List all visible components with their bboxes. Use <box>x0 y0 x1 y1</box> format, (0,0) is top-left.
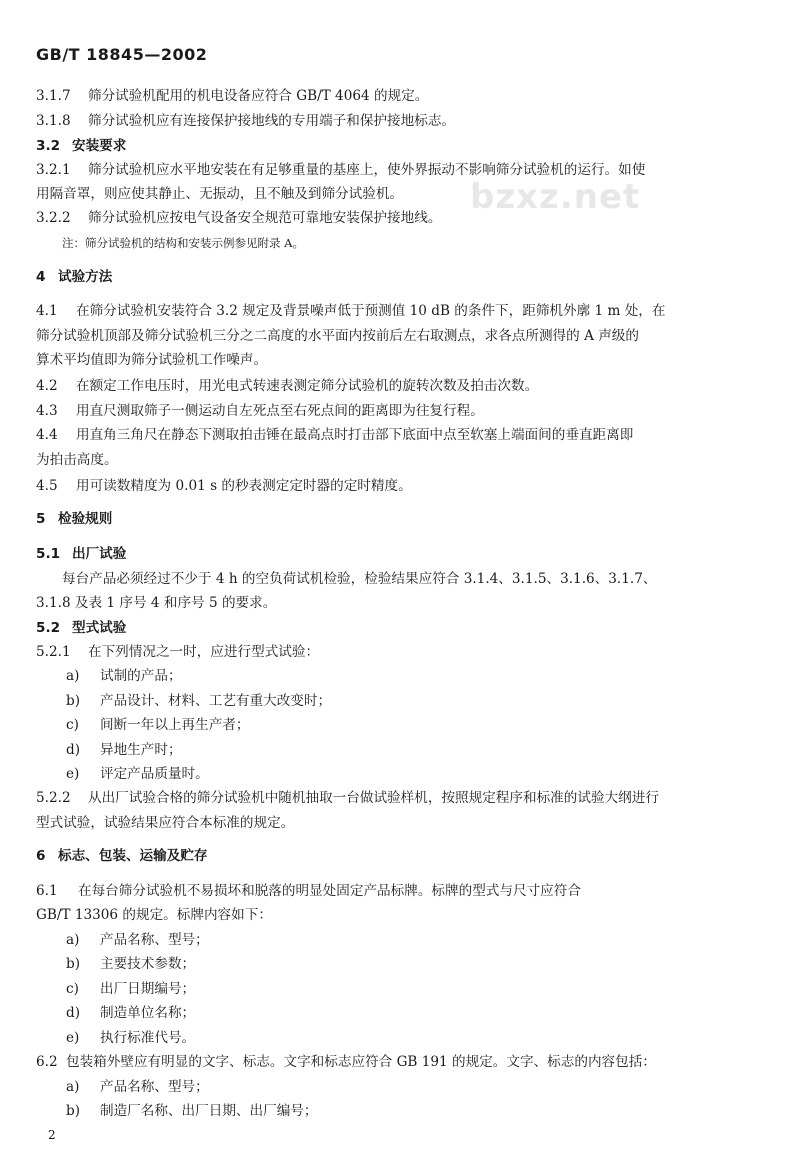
watermark: bzxz.net <box>470 177 641 217</box>
clause-6-1-cont: GB/T 13306 的规定。标牌内容如下： <box>36 907 272 923</box>
list-item-6-1-b: b) 主要技术参数； <box>66 956 196 972</box>
list-item-6-1-e: e) 执行标准代号。 <box>66 1030 196 1046</box>
clause-5-1-body: 每台产品必须经过不少于 4 h 的空负荷试机检验，检验结果应符合 3.1.4、3.1.5、3.1.6、3.1.7、 <box>62 571 657 587</box>
list-item-6-2-b: b) 制造厂名称、出厂日期、出厂编号； <box>66 1103 318 1119</box>
section-5-2-heading: 5.2 型式试验 <box>36 620 127 636</box>
list-item-5-2-1-a: a) 试制的产品； <box>66 668 182 684</box>
clause-5-2-2: 5.2.2 从出厂试验合格的筛分试验机中随机抽取一台做试验样机，按照规定程序和标准的试验大纲进行 <box>36 790 659 806</box>
clause-6-2: 6.2 包装箱外壁应有明显的文字、标志。文字和标志应符合 GB 191 的规定。文字、标志的内容包括： <box>36 1054 656 1070</box>
list-item-6-1-d: d) 制造单位名称； <box>66 1005 196 1021</box>
clause-4-4: 4.4 用直角三角尺在静态下测取拍击锤在最高点时打击部下底面中点至软塞上端面间的垂直距离即 <box>36 427 634 443</box>
list-item-6-1-a: a) 产品名称、型号； <box>66 932 209 948</box>
clause-3-2-1-cont: 用隔音罩，则应使其静止、无振动，且不触及到筛分试验机。 <box>36 186 404 202</box>
list-item-5-2-1-c: c) 间断一年以上再生产者； <box>66 717 250 733</box>
clause-6-1: 6.1 在每台筛分试验机不易损坏和脱落的明显处固定产品标牌。标牌的型式与尺寸应符合 <box>36 883 581 899</box>
section-5-1-heading: 5.1 出厂试验 <box>36 546 127 562</box>
list-item-6-2-a: a) 产品名称、型号； <box>66 1079 209 1095</box>
clause-4-2: 4.2 在额定工作电压时，用光电式转速表测定筛分试验机的旋转次数及拍击次数。 <box>36 378 539 394</box>
section-4-heading: 4 试验方法 <box>36 269 113 285</box>
list-item-5-2-1-d: d) 异地生产时； <box>66 742 182 758</box>
clause-4-3: 4.3 用直尺测取筛子一侧运动自左死点至右死点间的距离即为往复行程。 <box>36 403 484 419</box>
clause-3-2-2: 3.2.2 筛分试验机应按电气设备安全规范可靠地安装保护接地线。 <box>36 210 442 226</box>
note-annex-a: 注：筛分试验机的结构和安装示例参见附录 A。 <box>62 236 304 250</box>
list-item-6-1-c: c) 出厂日期编号； <box>66 981 196 997</box>
section-5-heading: 5 检验规则 <box>36 511 113 527</box>
section-6-heading: 6 标志、包装、运输及贮存 <box>36 848 208 864</box>
clause-3-1-8: 3.1.8 筛分试验机应有连接保护接地线的专用端子和保护接地标志。 <box>36 113 456 129</box>
clause-3-1-7: 3.1.7 筛分试验机配用的机电设备应符合 GB/T 4064 的规定。 <box>36 88 429 104</box>
standard-number-header: GB/T 18845—2002 <box>36 45 208 64</box>
clause-5-1-body-cont: 3.1.8 及表 1 序号 4 和序号 5 的要求。 <box>36 595 277 611</box>
list-item-5-2-1-e: e) 评定产品质量时。 <box>66 766 209 782</box>
clause-4-1-cont-1: 筛分试验机顶部及筛分试验机三分之二高度的水平面内按前后左右取测点，求各点所测得的 A 声级的 <box>36 328 639 344</box>
page-number: 2 <box>48 1128 56 1142</box>
clause-4-5: 4.5 用可读数精度为 0.01 s 的秒表测定定时器的定时精度。 <box>36 478 412 494</box>
section-3-2-heading: 3.2 安装要求 <box>36 138 127 154</box>
clause-5-2-2-cont: 型式试验，试验结果应符合本标准的规定。 <box>36 815 295 831</box>
clause-4-1: 4.1 在筛分试验机安装符合 3.2 规定及背景噪声低于预测值 10 dB 的条件下，距筛机外廓 1 m 处，在 <box>36 303 666 319</box>
clause-5-2-1: 5.2.1 在下列情况之一时，应进行型式试验： <box>36 644 320 660</box>
clause-4-4-cont: 为拍击高度。 <box>36 452 118 468</box>
list-item-5-2-1-b: b) 产品设计、材料、工艺有重大改变时； <box>66 693 332 709</box>
clause-4-1-cont-2: 算术平均值即为筛分试验机工作噪声。 <box>36 352 268 368</box>
clause-3-2-1: 3.2.1 筛分试验机应水平地安装在有足够重量的基座上，使外界振动不影响筛分试验机的运行。如使 <box>36 162 646 178</box>
